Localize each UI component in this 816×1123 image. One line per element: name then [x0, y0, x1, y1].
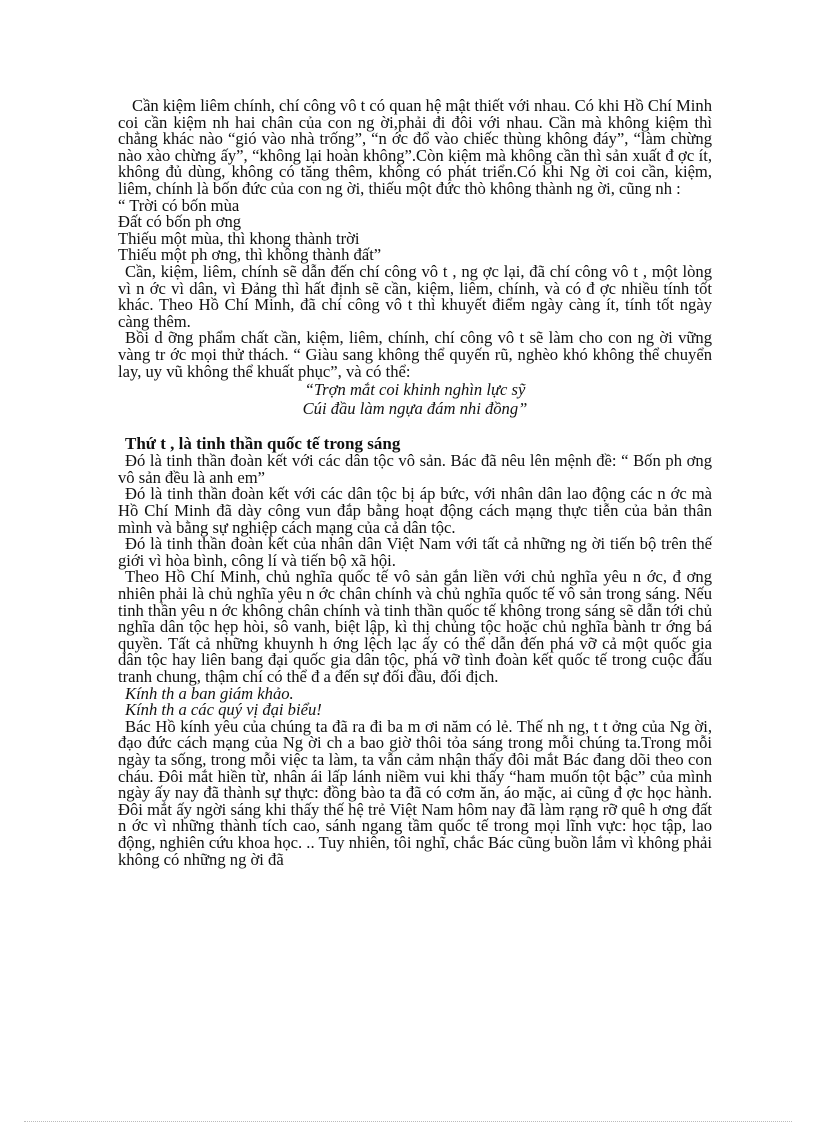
poem-line-2: Đất có bốn ph ơng — [118, 212, 242, 232]
paragraph-uncle-ho: Bác Hồ kính yêu của chúng ta đã ra đi ba m ơi năm có lẻ. Thế nh ng, t t ởng của Ng ời, đạo đức cách mạng của Ng ời ch a bao giờ thôi tỏa sáng trong mỗi chúng ta.Trong mỗi ngày ta sống, trong mỗi việc ta làm, ta vẫn cảm nhận thấy đôi mắt Bác đang dõi theo con cháu. Đôi mắt hiền từ, nhân ái lấp lánh niềm vui khi thấy “ham muốn tột bậc” của mình ngày ấy nay đã thành sự thực: đồng bào ta đã có cơm ăn, áo mặc, ai cũng đ ợc học hành. Đôi mắt ấy ngời sáng khi thấy thế hệ trẻ Việt Nam hôm nay đã làm rạng rỡ quê h ơng đất n ớc vì những thành tích cao, sánh ngang tầm quốc tế trong mọi lĩnh vực: học tập, lao động, nghiên cứu khoa học. .. Tuy nhiên, tôi nghĩ, chắc Bác cũng buồn lắm vì không phải không có những ng ời đã — [118, 716, 712, 869]
paragraph-progressive-unity: Đó là tinh thần đoàn kết của nhân dân Việt Nam với tất cả những ng ời tiến bộ trên thế giới vì hòa bình, công lí và tiến bộ xã hội. — [118, 534, 712, 570]
poem-line-1: “ Trời có bốn mùa — [118, 195, 240, 215]
quote-line-2: Cúi đầu làm ngựa đám nhi đồng” — [302, 398, 528, 418]
paragraph-oppressed-unity: Đó là tinh thần đoàn kết với các dân tộc bị áp bức, với nhân dân lao động các n ớc mà Hồ Chí Minh đã dày công vun đắp bằng hoạt động cách mạng thực tiễn của bản thân mình và bằng sự nghiệp cách mạng của cả dân tộc. — [118, 484, 712, 537]
poem-line-3: Thiếu một mùa, thì khong thành trời — [118, 228, 360, 248]
paragraph-internationalism: Theo Hồ Chí Minh, chủ nghĩa quốc tế vô sản gắn liền với chủ nghĩa yêu n ớc, đ ơng nhiên phải là chủ nghĩa yêu n ớc chân chính và chủ nghĩa quốc tế vô sản trong sáng. Nếu tinh thần yêu n ớc không chân chính và tinh thần quốc tế không trong sáng sẽ dẫn tới chủ nghĩa dân tộc hẹp hòi, sô vanh, biệt lập, kì thị chủng tộc hoặc chủ nghĩa bành tr ớng bá quyền. Tất cả những khuynh h ớng lệch lạc ấy có thể dẫn đến phá vỡ cả một quốc gia dân tộc hay liên bang đại quốc gia dân tộc, phá vỡ tình đoàn kết quốc tế trong cuộc đấu tranh chung, thậm chí có thể đ a đến sự đối đầu, đối địch. — [118, 567, 712, 686]
paragraph-impartiality: Cần, kiệm, liêm, chính sẽ dẫn đến chí công vô t , ng ợc lại, đã chí công vô t , một lòng vì n ớc vì dân, vì Đảng thì hất định sẽ cần, kiệm, liêm, chính, và có đ ợc nhiều tính tốt khác. Theo Hồ Chí Minh, đã chí công vô t thì khuyết điểm ngày càng ít, tính tốt ngày càng thêm. — [118, 261, 712, 331]
greeting-guests: Kính th a các quý vị đại biểu! — [125, 700, 322, 720]
paragraph-proletarian-unity: Đó là tinh thần đoàn kết với các dân tộc vô sản. Bác đã nêu lên mệnh đề: “ Bốn ph ơng vô sản đều là anh em” — [118, 451, 712, 487]
paragraph-frugality: Cần kiệm liêm chính, chí công vô t có quan hệ mật thiết với nhau. Có khi Hồ Chí Minh coi cần kiệm nh hai chân của con ng ời,phải đi đôi với nhau. Cần mà không kiệm thì chẳng khác nào “gió vào nhà trống”, “n ớc đổ vào chiếc thùng không đáy”, “làm chừng nào xào chừng ấy”, “không lại hoàn không”.Còn kiệm mà không cần thì sản xuất đ ợc ít, không đủ dùng, không có tăng thêm, không có phát triển.Có khi Ng ời coi cần, kiệm, liêm, chính là bốn đức của con ng ời, thiếu một đức thò không thành ng ời, cũng nh : — [118, 96, 712, 198]
greeting-jury: Kính th a ban giám khảo. — [125, 683, 294, 703]
quote-line-1: “Trợn mắt coi khinh nghìn lực sỹ — [304, 380, 526, 400]
paragraph-cultivation: Bồi d ỡng phẩm chất cần, kiệm, liêm, chính, chí công vô t sẽ làm cho con ng ời vững vàng tr ớc mọi thử thách. “ Giàu sang không thể quyến rũ, nghèo khó không thể chuyển lay, uy vũ không thể khuất phục”, và có thể: — [118, 328, 712, 381]
document-page — [118, 98, 712, 868]
poem-line-4: Thiếu một ph ơng, thì không thành đất” — [118, 245, 382, 265]
page-bottom-divider — [24, 1121, 792, 1122]
section-heading: Thứ t , là tinh thần quốc tế trong sáng — [125, 434, 401, 454]
